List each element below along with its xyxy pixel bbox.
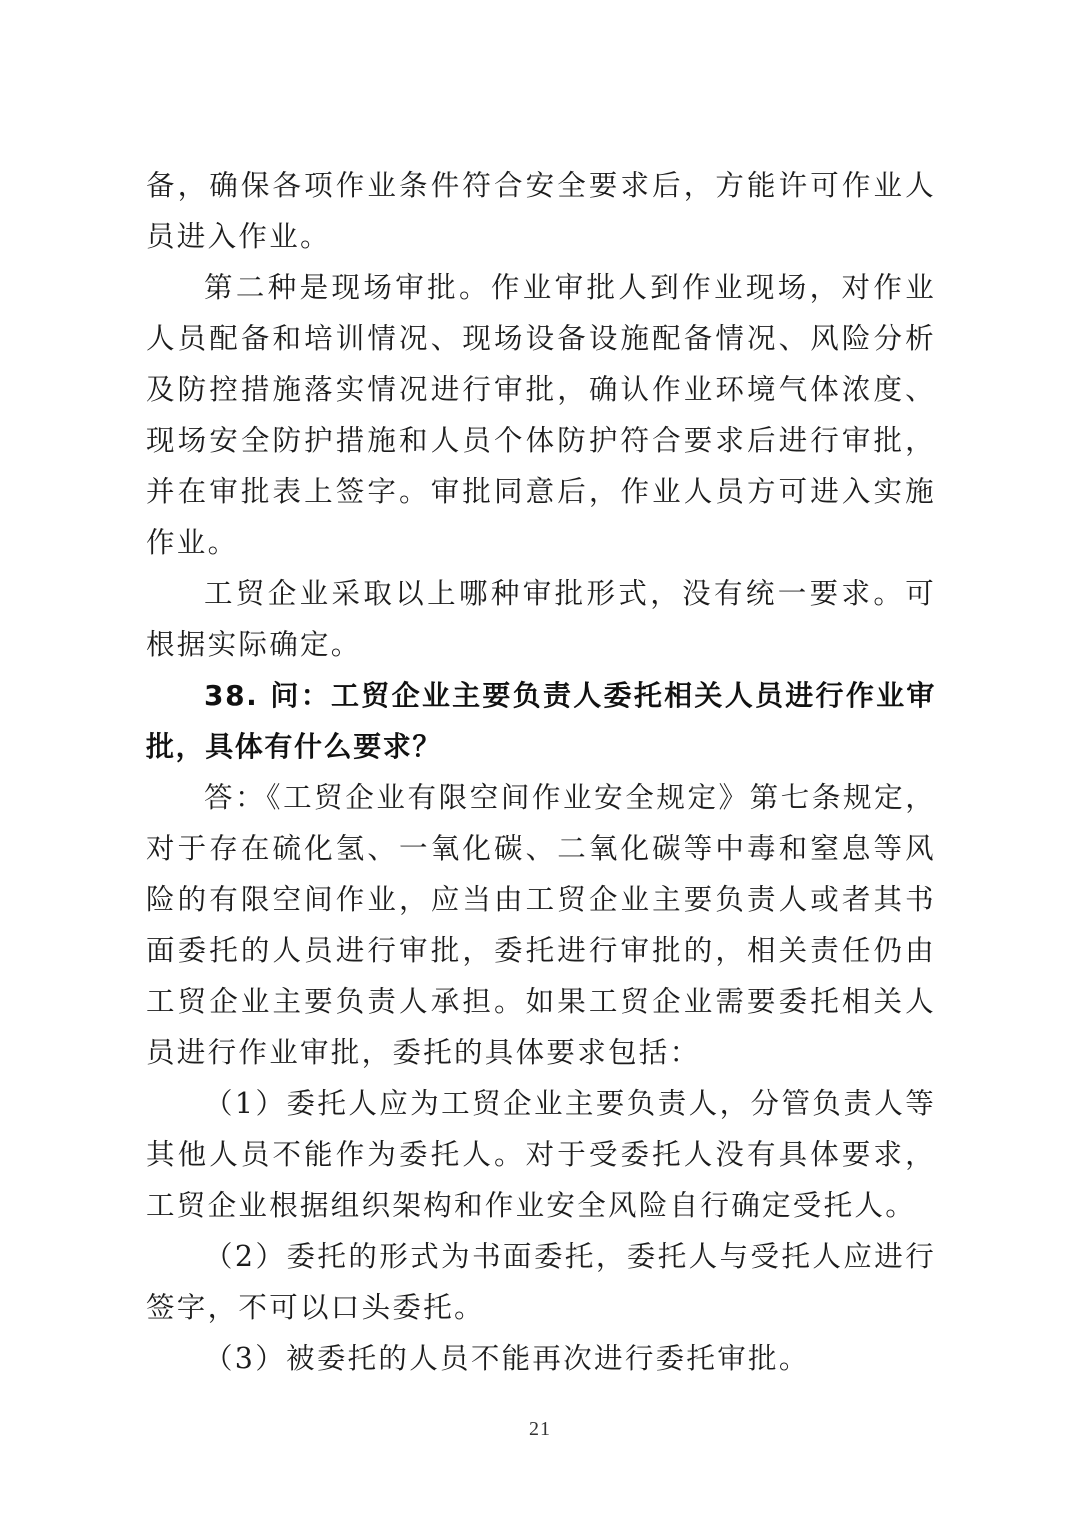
- paragraph-approval-form-note: 工贸企业采取以上哪种审批形式，没有统一要求。可根据实际确定。: [146, 577, 936, 661]
- paragraph-continuation: 备，确保各项作业条件符合安全要求后，方能许可作业人员进入作业。: [146, 169, 936, 253]
- question-38-heading: 38. 问：工贸企业主要负责人委托相关人员进行作业审批，具体有什么要求？: [146, 679, 936, 763]
- page-number: 21: [529, 1418, 551, 1440]
- paragraph-onsite-approval: 第二种是现场审批。作业审批人到作业现场，对作业人员配备和培训情况、现场设备设施配备情况、风险分析及防控措施落实情况进行审批，确认作业环境气体浓度、现场安全防护措施和人员个体防护符合要求后进行审批，并在审批表上签字。审批同意后，作业人员方可进入实施作业。: [146, 271, 936, 559]
- requirement-item-2: （2）委托的形式为书面委托，委托人与受托人应进行签字，不可以口头委托。: [146, 1240, 936, 1324]
- requirement-item-1: （1）委托人应为工贸企业主要负责人，分管负责人等其他人员不能作为委托人。对于受委托人没有具体要求，工贸企业根据组织架构和作业安全风险自行确定受托人。: [146, 1087, 936, 1222]
- page-body: [146, 160, 936, 1384]
- answer-38-paragraph: 答：《工贸企业有限空间作业安全规定》第七条规定，对于存在硫化氢、一氧化碳、二氧化碳等中毒和窒息等风险的有限空间作业，应当由工贸企业主要负责人或者其书面委托的人员进行审批，委托进行审批的，相关责任仍由工贸企业主要负责人承担。如果工贸企业需要委托相关人员进行作业审批，委托的具体要求包括：: [146, 781, 936, 1069]
- requirement-item-3: （3）被委托的人员不能再次进行委托审批。: [204, 1342, 810, 1375]
